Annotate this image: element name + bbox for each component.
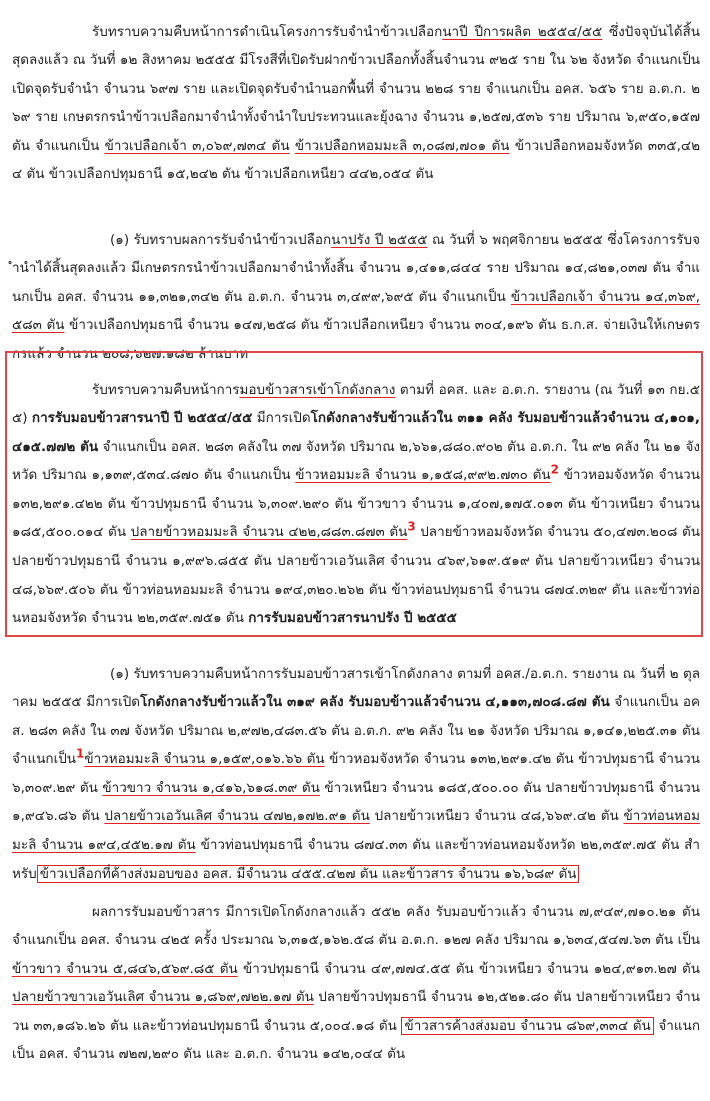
text-run: ข้าวเหนียว จำนวน ๑๘๕,๕๐๐.๐๐ ตัน ปลายข้าวปทุมธานี จำนวน ๑,๙๔๖.๘๖ ตัน	[12, 779, 700, 825]
text-run: ณ วันที่ ๖ พฤศจิกายน ๒๕๕๕ ซึ่งโครงการรับจำนำได้สิ้นสุดลงแล้ว มีเกษตรกรนำข้าวเปลือกมาจำนำทั้งสิ้น จำนวน ๑,๔๑๑,๘๔๔ ราย ปริมาณ ๑๔,๘๒๑,๐๓๗ ตัน จำแนกเป็น อคส. จำนวน ๑๑,๓๒๑,๓๔๒ ตัน อ.ต.ก. จำนวน ๓,๔๙๙,๖๙๕ ตัน จำแนกเป็น	[12, 231, 700, 305]
paragraph-delivery-progress-october	[12, 660, 700, 889]
text-run: ตามที่ อคส. และ อ.ต.ก. รายงาน (ณ วันที่ ๑๓ กย.๕๕)	[12, 381, 700, 427]
underlined-broken-hom-mali: ปลายข้าวหอมมะลิ จำนวน ๔๒๒,๘๘๓.๘๗๓ ตัน	[130, 524, 408, 541]
text-run: จำแนกเป็น อคส. ๒๘๓ คลัง ใน ๓๗ จังหวัด ปริมาณ ๒,๙๗๒,๔๘๓.๕๖ ตัน อ.ต.ก. ๙๒ คลัง ใน ๒๑ จังหวัด ปริมาณ ๑,๑๔๑,๒๒๕.๓๑ ตัน จำแนกเป็น	[12, 694, 700, 768]
underlined-white-paddy-total: ข้าวเปลือกเจ้า จำนวน ๑๔,๓๖๙,๕๘๓ ตัน	[12, 288, 700, 334]
text-run: จำแนกเป็น อคส. ๒๘๓ คลังใน ๓๗ จังหวัด ปริมาณ ๒,๖๖๑,๘๘๐.๙๐๒ ตัน อ.ต.ก. ใน ๙๒ คลัง ใน ๒๑ จังหวัด ปริมาณ ๑,๑๓๙,๕๓๔.๘๗๐ ตัน จำแนกเป็น	[12, 438, 701, 484]
text-run: ข้าวเปลือกหอมจังหวัด ๓๓๕,๔๒๔ ตัน ข้าวเปลือกปทุมธานี ๑๕,๒๔๒ ตัน ข้าวเปลือกเหนียว ๔๔๒,๐๕๔ ตัน	[12, 137, 700, 183]
marker-1: 1	[76, 746, 85, 761]
text-run: ข้าวหอมจังหวัด จำนวน ๑๓๒,๒๙๑.๔๒ ตัน ข้าวปทุมธานี จำนวน ๖,๓๐๙.๒๙ ตัน	[12, 751, 700, 796]
text-run: (๑) รับทราบผลการรับจำนำข้าวเปลือก	[110, 231, 332, 248]
underlined-off-season: นาปรัง ปี ๒๕๕๕	[331, 231, 428, 248]
text-run: ปลายข้าวเหนียว จำนวน ๔๘,๖๖๙.๔๒ ตัน	[369, 808, 624, 825]
underlined-season: นาปี ปีการผลิต ๒๕๕๔/๕๕	[442, 23, 603, 40]
text-run: รับทราบความคืบหน้าการ	[92, 381, 240, 398]
text-run: (๑) รับทราบความคืบหน้าการรับมอบข้าวสารเข้าโกดังกลาง ตามที่ อคส./อ.ต.ก. รายงาน ณ วันที่ ๒ ตุลาคม ๒๕๕๕ มีการเปิด	[12, 665, 700, 711]
marker-2: 2	[550, 462, 559, 477]
underlined-broken-a1: ปลายข้าวเอวันเลิศ จำนวน ๔๗๒,๑๗๒.๙๑ ตัน	[104, 808, 370, 825]
text-run: ข้าวปทุมธานี จำนวน ๔๙,๗๗๔.๕๕ ตัน ข้าวเหนียว จำนวน ๑๒๔,๙๑๓.๒๗ ตัน	[237, 960, 701, 977]
paragraph-in-season-pledge-summary	[12, 18, 700, 190]
text-run: ปลายข้าวปทุมธานี จำนวน ๑๒,๕๒๑.๘๐ ตัน ปลายข้าวเหนียว จำนวน ๓๓,๑๘๖.๒๖ ตัน และข้าวท่อนปทุมธานี จำนวน ๕,๐๐๔.๑๘ ตัน	[12, 989, 700, 1034]
text-run: ข้าวเปลือกปทุมธานี จำนวน ๑๔๗,๒๕๘ ตัน ข้าวเปลือกเหนียว จำนวน ๓๐๔,๑๙๖ ตัน ธ.ก.ส. จ่ายเงินให้เกษตรกรแล้ว จำนวน ๒๐๘,๖๒๗.๑๘๒ ล้านบาท	[12, 317, 700, 362]
underlined-central-warehouse: มอบข้าวสารเข้าโกดังกลาง	[239, 381, 396, 398]
bold-warehouse-total: โกดังกลางรับข้าวแล้วใน ๓๑๙ คลัง รับมอบข้าวแล้วจำนวน ๔,๑๑๓,๗๐๘.๘๗ ตัน	[140, 694, 610, 711]
underlined-hom-mali-pieces: ข้าวท่อนหอมมะลิ จำนวน ๑๙๔,๔๕๒.๑๗ ตัน	[12, 808, 701, 854]
underlined-hom-mali-rice: ข้าวหอมมะลิ จำนวน ๑,๑๕๘,๙๙๒.๗๓๐ ตัน	[295, 467, 551, 484]
boxed-outstanding-paddy: ข้าวเปลือกที่ค้างส่งมอบของ อคส. มีจำนวน ๔๕๕.๔๒๗ ตัน และข้าวสาร จำนวน ๑๖,๖๘๙ ตัน	[37, 865, 580, 883]
underlined-hom-mali-paddy: ข้าวเปลือกหอมมะลิ ๓,๐๘๗,๗๐๑ ตัน	[294, 137, 510, 154]
text-run: ข้าวท่อนปทุมธานี จำนวน ๘๗๔.๓๓ ตัน และข้าวท่อนหอมจังหวัด ๒๒,๓๕๙.๗๕ ตัน สำหรับ	[12, 837, 700, 882]
text-run: จำแนกเป็น อคส. จำนวน ๗๒๗,๒๙๐ ตัน และ อ.ต.ก. จำนวน ๑๔๒,๐๔๔ ตัน	[12, 1017, 700, 1063]
text-run: ผลการรับมอบข้าวสาร มีการเปิดโกดังกลางแล้ว ๕๕๒ คลัง รับมอบข้าวแล้ว จำนวน ๗,๙๔๙,๗๑๐.๒๑ ตัน จำแนกเป็น อคส. จำนวน ๔๒๕ ครั้ง ประมาณ ๖,๓๑๕,๑๖๒.๕๘ ตัน อ.ต.ก. ๑๒๗ คลัง ปริมาณ ๑,๖๓๔,๕๔๗.๖๓ ตัน เป็น	[12, 903, 700, 949]
marker-3: 3	[407, 519, 416, 534]
paragraph-delivery-result	[12, 898, 700, 1070]
underlined-hom-mali-rice: ข้าวหอมมะลิ จำนวน ๑,๑๕๙,๐๑๖.๖๖ ตัน	[84, 751, 325, 768]
underlined-white-paddy: ข้าวเปลือกเจ้า ๓,๐๖๙,๗๓๔ ตัน	[104, 137, 290, 154]
text-run: ปลายข้าวหอมจังหวัด จำนวน ๕๐,๔๗๓.๒๐๘ ตัน ปลายข้าวปทุมธานี จำนวน ๑,๙๙๖.๘๕๕ ตัน ปลายข้าวเอวันเลิศ จำนวน ๔๖๙,๖๑๙.๕๑๙ ตัน ปลายข้าวเหนียว จำนวน ๔๘,๖๖๙.๕๐๖ ตัน ข้าวท่อนหอมมะลิ จำนวน ๑๙๔,๓๒๐.๒๖๒ ตัน ข้าวท่อนปทุมธานี จำนวน ๘๗๔.๓๒๙ ตัน และข้าวท่อนหอมจังหวัด จำนวน ๒๒,๓๕๙.๗๕๑ ตัน	[12, 524, 700, 627]
bold-warehouse-total: โกดังกลางรับข้าวแล้วใน ๓๑๑ คลัง รับมอบข้าวแล้วจำนวน ๔,๑๐๑,๔๑๕.๗๗๒ ตัน	[12, 410, 700, 455]
text-run: รับทราบความคืบหน้าการดำเนินโครงการรับจำนำข้าวเปลือก	[92, 23, 443, 40]
bold-in-season-delivery: การรับมอบข้าวสารนาปี ปี ๒๕๕๔/๕๕	[31, 410, 253, 427]
underlined-white-rice: ข้าวขาว จำนวน ๑,๔๑๖,๖๑๘.๓๙ ตัน	[102, 779, 320, 796]
underlined-white-rice: ข้าวขาว จำนวน ๕,๘๔๖,๕๖๙.๘๕ ตัน	[12, 960, 238, 977]
paragraph-milled-rice-delivery	[12, 376, 700, 633]
bold-off-season-delivery: การรับมอบข้าวสารนาปรัง ปี ๒๕๕๕	[248, 610, 457, 627]
text-run: ซึ่งปัจจุบันได้สิ้นสุดลงแล้ว ณ วันที่ ๑๒ สิงหาคม ๒๕๕๕ มีโรงสีที่เปิดรับฝากข้าวเปลือกทั้งสิ้นจำนวน ๙๒๕ ราย ใน ๖๒ จังหวัด จำแนกเป็นเปิดจุดรับจำนำ จำนวน ๖๙๗ ราย และเปิดจุดรับจำนำนอกพื้นที่ จำนวน ๒๒๘ ราย จำแนกเป็น อคส. ๖๕๖ ราย อ.ต.ก. ๒๖๙ ราย เกษตรกรนำข้าวเปลือกมาจำนำทั้งจำนำใบประทวนและยุ้งฉาง จำนวน ๑,๒๕๗,๕๓๖ ราย ปริมาณ ๖,๙๕๐,๑๕๗ ตัน จำแนกเป็น	[12, 23, 700, 154]
paragraph-off-season-pledge-result	[12, 226, 700, 369]
text-run: มีการเปิด	[252, 410, 311, 427]
text-run: ข้าวหอมจังหวัด จำนวน ๑๓๒,๒๙๑.๔๒๒ ตัน ข้าวปทุมธานี จำนวน ๖,๓๐๙.๒๙๐ ตัน ข้าวขาว จำนวน ๑,๔๐๗,๑๗๕.๐๑๓ ตัน ข้าวเหนียว จำนวน ๑๘๕,๕๐๐.๐๑๔ ตัน	[12, 467, 700, 541]
boxed-outstanding-rice: ข้าวสารค้างส่งมอบ จำนวน ๘๖๙,๓๓๔ ตัน	[401, 1017, 653, 1035]
underlined-broken-white-a1: ปลายข้าวขาวเอวันเลิศ จำนวน ๑,๘๖๙,๗๒๒.๑๗ ตัน	[12, 989, 314, 1006]
